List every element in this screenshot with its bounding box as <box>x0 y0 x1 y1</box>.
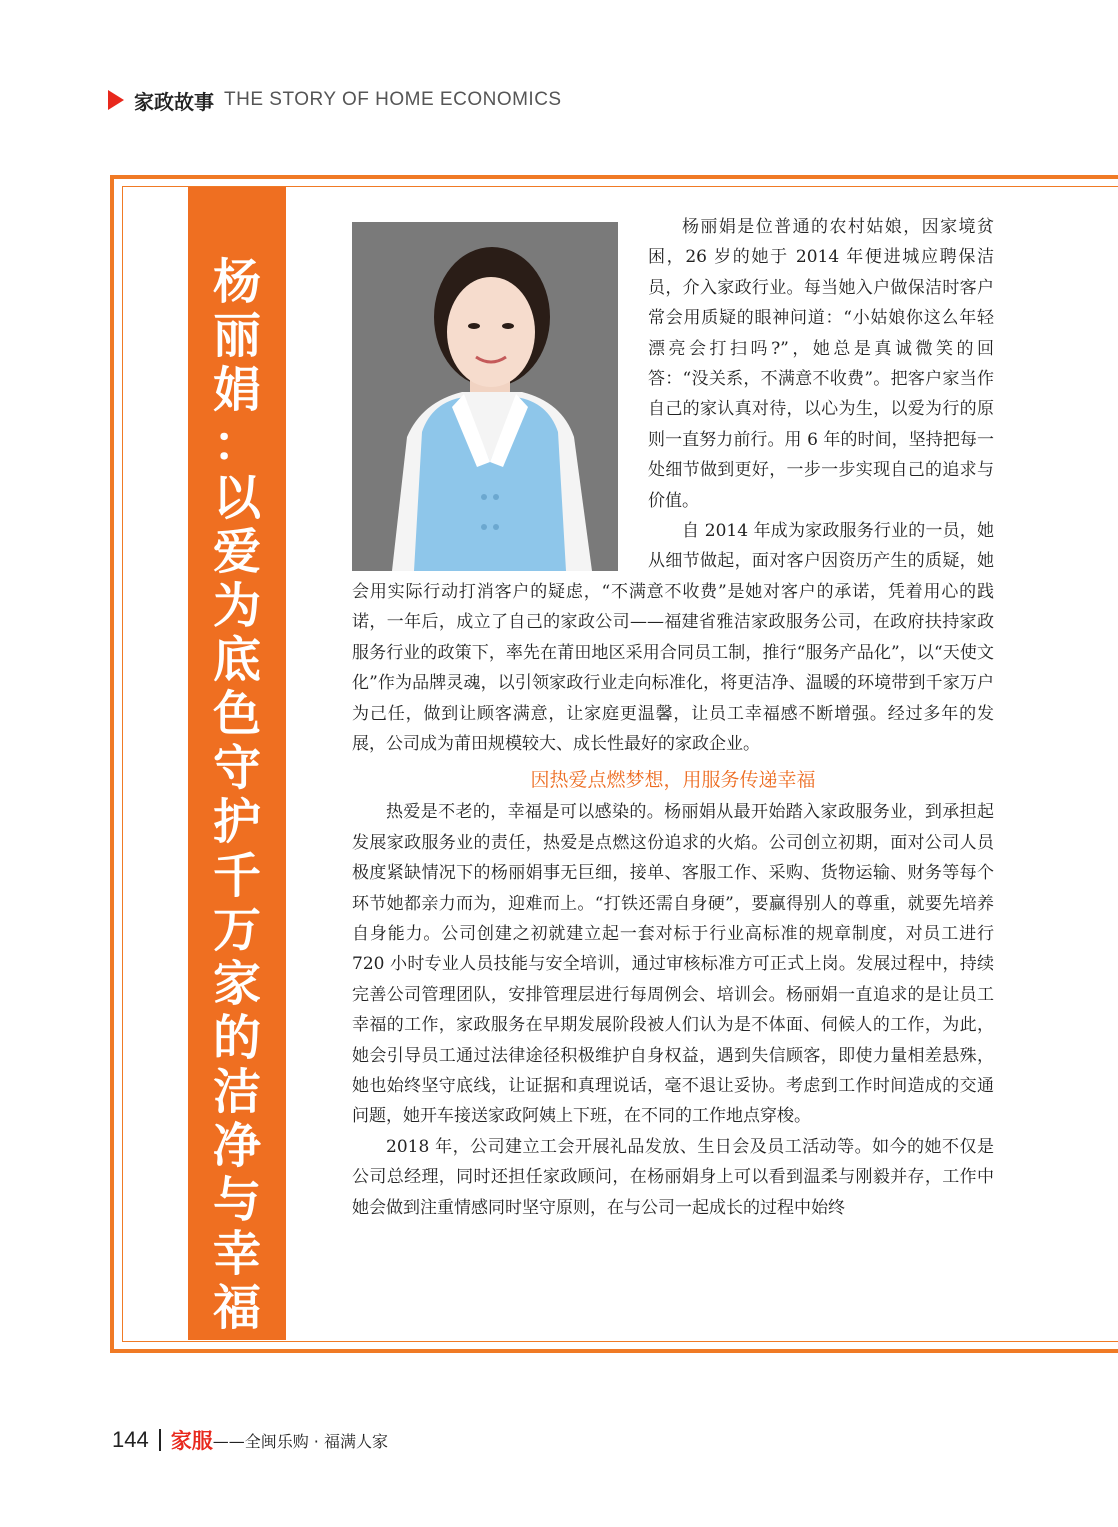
section-title-en: THE STORY OF HOME ECONOMICS <box>224 89 562 110</box>
title-char: 为 <box>212 578 261 634</box>
title-char: 娟 <box>212 362 261 418</box>
title-char: 家 <box>212 956 261 1012</box>
footer-divider <box>159 1429 161 1451</box>
photo-placeholder-space <box>352 212 648 567</box>
paragraph-intro-2: 自 2014 年成为家政服务行业的一员，她从细节做起，面对客户因资历产生的质疑，她会用实际行动打消客户的疑虑，“不满意不收费”是她对客户的承诺，凭着用心的践诺，一年后，成立了自己的家政公司——福建省雅洁家政服务公司，在政府扶持家政服务行业的政策下，率先在莆田地区采用合同员工制，推行“服务产品化”，以“天使文化”作为品牌灵魂，以引领家政行业走向标准化，将更洁净、温暖的环境带到千家万户为己任，做到让顾客满意，让家庭更温馨，让员工幸福感不断增强。经过多年的发展，公司成为莆田规模较大、成长性最好的家政企业。 <box>352 521 994 754</box>
paragraph-body-2: 2018 年，公司建立工会开展礼品发放、生日会及员工活动等。如今的她不仅是公司总经理，同时还担任家政顾问，在杨丽娟身上可以看到温柔与刚毅并存，工作中她会做到注重情感同时坚守原则，在与公司一起成长的过程中始终 <box>352 1136 994 1218</box>
article-body <box>352 212 994 1223</box>
title-char: ： <box>212 416 261 472</box>
title-char: 守 <box>212 740 261 796</box>
title-char: 杨 <box>212 254 261 310</box>
title-char: 爱 <box>212 524 261 580</box>
triangle-right-icon <box>108 90 124 110</box>
title-char: 的 <box>212 1010 261 1066</box>
title-char: 护 <box>212 794 261 850</box>
paragraph-body-1: 热爱是不老的，幸福是可以感染的。杨丽娟从最开始踏入家政服务业，到承担起发展家政服务业的责任，热爱是点燃这份追求的火焰。公司创立初期，面对公司人员极度紧缺情况下的杨丽娟事无巨细，接单、客服工作、采购、货物运输、财务等每个环节她都亲力而为，迎难而上。“打铁还需自身硬”，要赢得别人的尊重，就要先培养自身能力。公司创建之初就建立起一套对标于行业高标准的规章制度，对员工进行 720 小时专业人员技能与安全培训，通过审核标准方可正式上岗。发展过程中，持续完善公司管理团队，安排管理层进行每周例会、培训会。杨丽娟一直追求的是让员工幸福的工作，家政服务在早期发展阶段被人们认为是不体面、伺候人的工作，为此，她会引导员工通过法律途径积极维护自身权益，遇到失信顾客，即使力量相差悬殊，她也始终坚守底线，让证据和真理说话，毫不退让妥协。考虑到工作时间造成的交通问题，她开车接送家政阿姨上下班，在不同的工作地点穿梭。 <box>352 802 994 1127</box>
title-char: 净 <box>212 1118 261 1174</box>
magazine-brand: 家服 <box>170 1429 213 1453</box>
title-char: 丽 <box>212 308 261 364</box>
page-footer <box>112 1424 388 1456</box>
page-number: 144 <box>112 1427 149 1452</box>
vertical-article-title <box>188 255 286 1335</box>
title-char: 洁 <box>212 1064 261 1120</box>
article-subheading: 因热爱点燃梦想，用服务传递幸福 <box>530 769 816 792</box>
title-char: 色 <box>212 686 261 742</box>
title-char: 幸 <box>212 1226 261 1282</box>
title-char: 福 <box>212 1280 261 1336</box>
title-char: 万 <box>212 902 261 958</box>
title-char: 千 <box>212 848 261 904</box>
section-title-cn: 家政故事 <box>134 89 214 114</box>
paragraph-intro-1: 杨丽娟是位普通的农村姑娘，因家境贫困，26 岁的她于 2014 年便进城应聘保洁员，介入家政行业。每当她入户做保洁时客户常会用质疑的眼神问道：“小姑娘你这么年轻漂亮会打扫吗?”，她总是真诚微笑的回答：“没关系，不满意不收费”。把客户家当作自己的家认真对待，以心为生，以爱为行的原则一直努力前行。用 6 年的时间，坚持把每一处细节做到更好，一步一步实现自己的追求与价值。 <box>648 217 994 511</box>
section-header <box>108 86 562 114</box>
title-band <box>188 187 286 1340</box>
title-char: 与 <box>212 1172 261 1228</box>
title-char: 以 <box>212 470 261 526</box>
title-char: 底 <box>212 632 261 688</box>
magazine-slogan: ——全闽乐购 · 福满人家 <box>212 1431 388 1451</box>
